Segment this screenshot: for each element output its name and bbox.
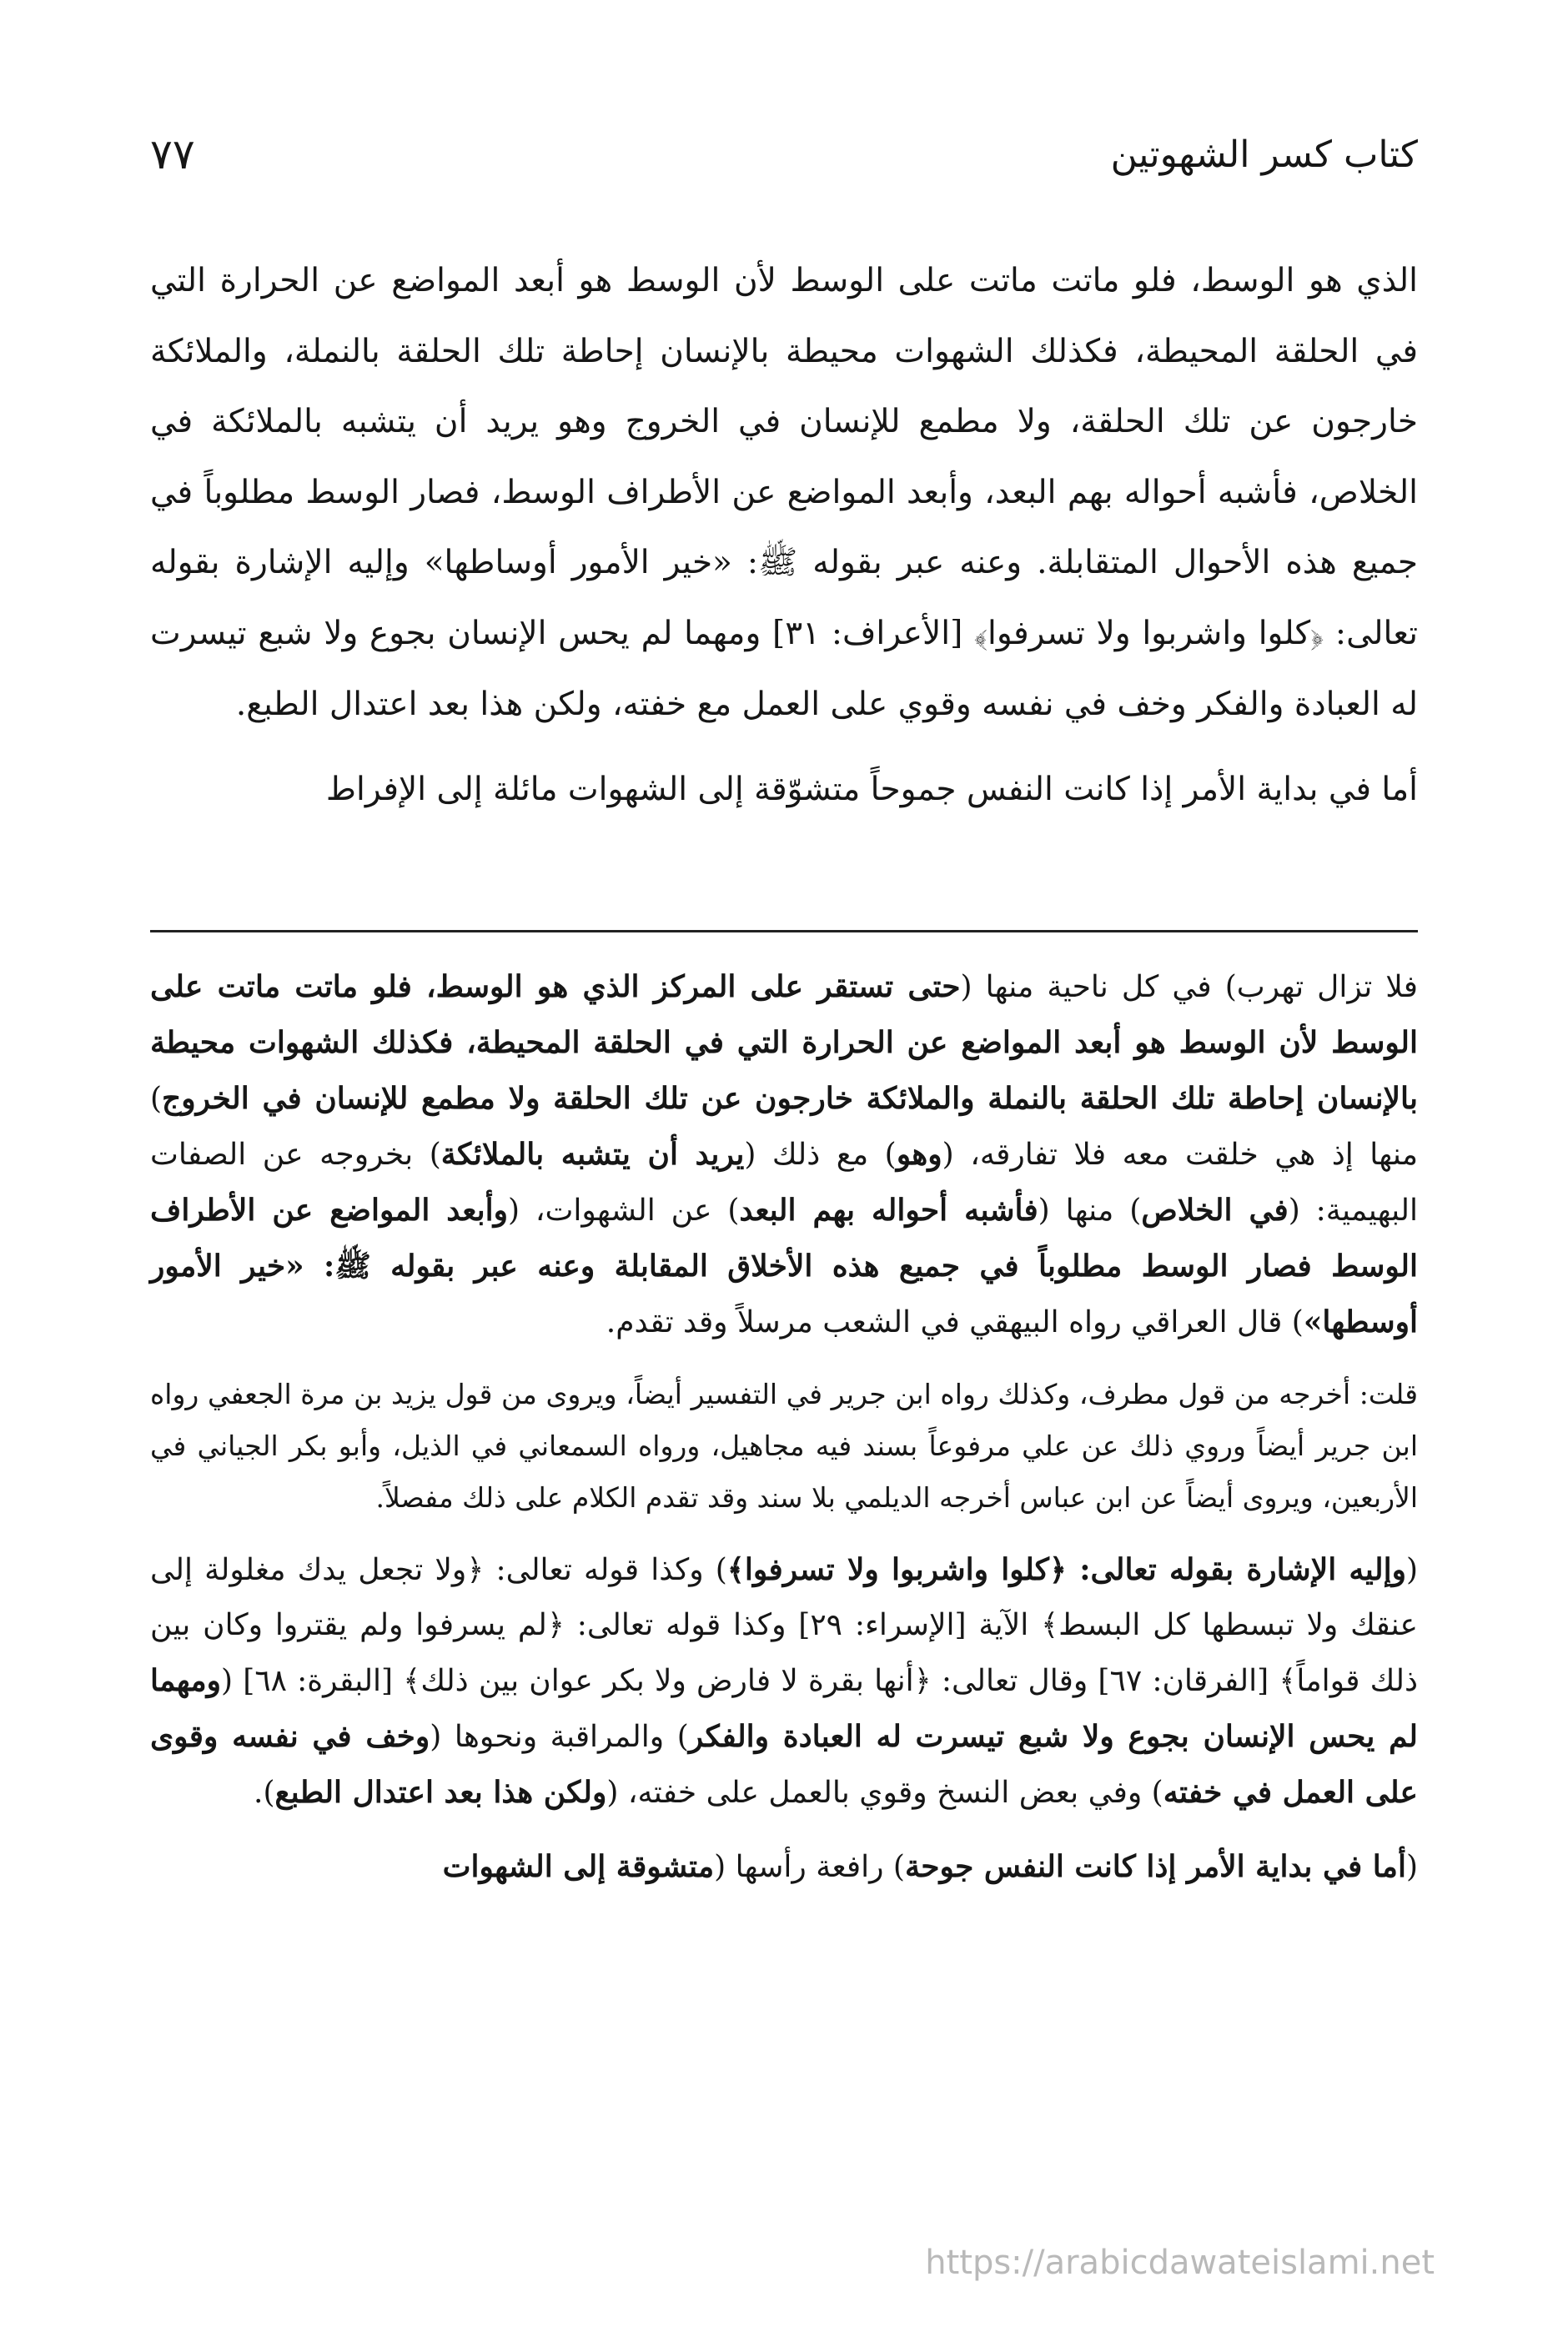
- bold-quote-segment: حتى تستقر على المركز الذي هو الوسط، فلو ماتت ماتت على الوسط لأن الوسط هو أبعد المواضع عن الحرارة التي في الحلقة المحيطة، فكذلك الشهوات محيطة بالإنسان إحاطة تلك الحلقة بالنملة والملائكة خارجون عن تلك الحلقة ولا مطمع للإنسان في الخروج: [150, 969, 1418, 1116]
- bold-quote-segment: أما في بداية الأمر إذا كانت النفس جوحة: [904, 1849, 1406, 1884]
- bold-quote-segment: وخف في نفسه وقوى على العمل في خفته: [150, 1719, 1418, 1810]
- bold-quote-segment: وأبعد المواضع عن الأطراف الوسط فصار الوسط مطلوباً في جميع هذه الأخلاق المقابلة وعنه عبر بقوله ﷺ: «خير الأمور أوسطها»: [150, 1193, 1418, 1339]
- bold-quote-segment: في الخلاص: [1141, 1193, 1289, 1228]
- commentary-segment: ) والمراقبة ونحوها (: [430, 1720, 689, 1754]
- page-header: [150, 125, 1418, 183]
- bold-quote-segment: وهو: [896, 1137, 942, 1172]
- bold-quote-segment: فأشبه أحواله بهم البعد: [739, 1193, 1038, 1228]
- commentary-segment: ) رافعة رأسها (: [714, 1850, 905, 1884]
- bold-quote-segment: وإليه الإشارة بقوله تعالى: ﴿كلوا واشربوا ولا تسرفوا﴾: [726, 1552, 1406, 1587]
- commentary-segment: فلا تزال تهرب) في كل ناحية منها (: [960, 970, 1418, 1004]
- bold-quote-segment: متشوقة إلى الشهوات: [442, 1849, 715, 1884]
- commentary-segment: (: [1405, 1553, 1418, 1587]
- bold-quote-segment: ومهما لم يحس الإنسان بجوع ولا شبع تيسرت له العبادة والفكر: [150, 1663, 1419, 1754]
- section-divider: [150, 930, 1418, 932]
- commentary-segment: (: [1405, 1850, 1418, 1884]
- bold-quote-segment: يريد أن يتشبه بالملائكة: [440, 1137, 745, 1172]
- commentary-segment: ) عن الشهوات، (: [507, 1194, 740, 1228]
- commentary-segment: ) قال العراقي رواه البيهقي في الشعب مرسلاً وقد تقدم.: [606, 1305, 1304, 1339]
- main-paragraph-2: أما في بداية الأمر إذا كانت النفس جموحاً متشوّقة إلى الشهوات مائلة إلى الإفراط: [325, 771, 1418, 809]
- commentary-segment: ) منها (: [1038, 1194, 1142, 1228]
- main-paragraph-1: الذي هو الوسط، فلو ماتت ماتت على الوسط لأن الوسط هو أبعد المواضع عن الحرارة التي في الحلقة المحيطة، فكذلك الشهوات محيطة بالإنسان إحاطة تلك الحلقة بالنملة، والملائكة خارجون عن تلك الحلقة، ولا مطمع للإنسان في الخروج وهو يريد أن يتشبه بالملائكة في الخلاص، فأشبه أحواله بهم البعد، وأبعد المواضع عن الأطراف الوسط، فصار الوسط مطلوباً في جميع هذه الأحوال المتقابلة. وعنه عبر بقوله ﷺ: «خير الأمور أوساطها» وإليه الإشارة بقوله تعالى: ﴿كلوا واشربوا ولا تسرفوا﴾ [الأعراف: ٣١] ومهما لم يحس الإنسان بجوع ولا شبع تيسرت له العبادة والفكر وخف في نفسه وقوي على العمل مع خفته، ولكن هذا بعد اعتدال الطبع.: [150, 262, 1419, 723]
- page-number: ٧٧: [150, 130, 195, 178]
- book-title: كتاب كسر الشهوتين: [1110, 133, 1418, 176]
- commentary-segment: ) بخروجه عن الصفات البهيمية: (: [150, 1138, 1419, 1228]
- commentary-paragraph-4: [150, 1839, 1418, 1895]
- commentary-segment: ).: [254, 1776, 275, 1810]
- commentary-segment: ) وكذا قوله تعالى: ﴿ولا تجعل يدك مغلولة إلى عنقك ولا تبسطها كل البسط﴾ الآية [الإسراء: ٢٩] وكذا قوله تعالى: ﴿لم يسرفوا ولم يقتروا وكان بين ذلك قواماً﴾ [الفرقان: ٦٧] وقال تعالى: ﴿أنها بقرة لا فارض ولا بكر عوان بين ذلك﴾ [البقرة: ٦٨] (: [150, 1553, 1418, 1698]
- commentary-paragraph-3: [150, 1542, 1418, 1821]
- commentary-segment: ) وفي بعض النسخ وقوي بالعمل على خفته، (: [606, 1776, 1163, 1810]
- commentary-paragraph-1: [150, 959, 1418, 1350]
- main-text: [150, 246, 1418, 826]
- bold-quote-segment: ولكن هذا بعد اعتدال الطبع: [274, 1775, 607, 1810]
- watermark: https://arabicdawateislami.net: [925, 2244, 1435, 2282]
- commentary-paragraph-2: قلت: أخرجه من قول مطرف، وكذلك رواه ابن جرير في التفسير أيضاً، ويروى من قول يزيد بن مرة الجعفي رواه ابن جرير أيضاً وروي ذلك عن علي مرفوعاً بسند فيه مجاهيل، ورواه السمعاني في الذيل، وأبو بكر الجياني في الأربعين، ويروى أيضاً عن ابن عباس أخرجه الديلمي بلا سند وقد تقدم الكلام على ذلك مفصلاً.: [150, 1378, 1418, 1514]
- commentary: [150, 959, 1418, 1895]
- commentary-segment: ) منها إذ هي خلقت معه فلا تفارقه، (: [150, 1082, 1418, 1172]
- commentary-segment: ) مع ذلك (: [744, 1138, 897, 1172]
